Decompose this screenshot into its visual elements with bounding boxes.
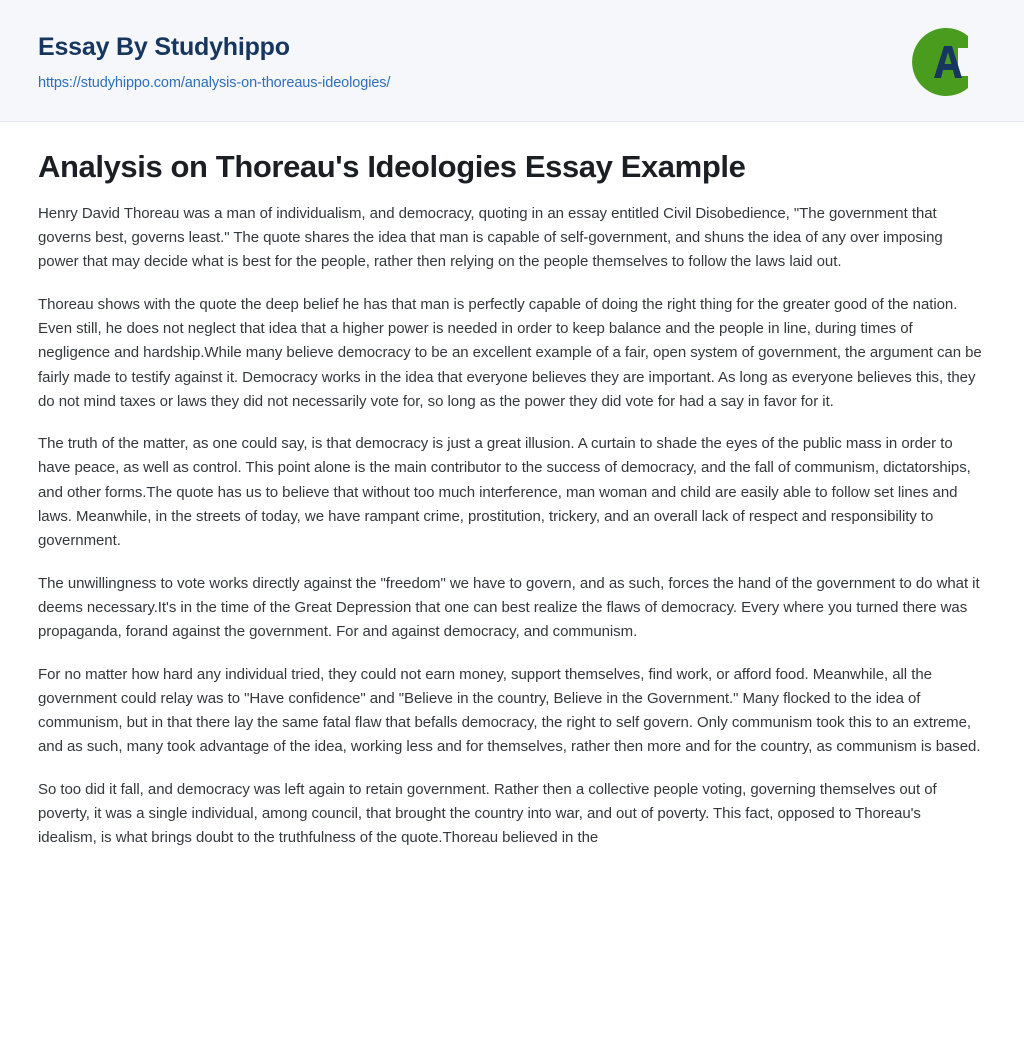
site-brand: Essay By Studyhippo: [38, 33, 290, 61]
article-paragraph: Thoreau shows with the quote the deep belief he has that man is perfectly capable of doing the right thing for the greater good of the nation. Even still, he does not neglect that idea that a higher power is needed in order to keep balance and the people in line, during times of negligence and hardship.While many believe democracy to be an excellent example of a fair, open system of government, the argument can be fairly made to testify against it. Democracy works in the idea that everyone believes they are important. As long as everyone believes this, they do not mind taxes or laws they did not necessarily vote for, so long as the power they did vote for had a say in favor for it.: [38, 295, 982, 410]
article-paragraph: The unwillingness to vote works directly against the "freedom" we have to govern, and as such, forces the hand of the government to do what it deems necessary.It's in the time of the Great Depression that one can best realize the flaws of democracy. Every where you turned there was propaganda, forand against the government. For and against democracy, and communism.: [38, 574, 980, 641]
article-paragraph: The truth of the matter, as one could say, is that democracy is just a great illusion. A curtain to shade the eyes of the public mass in order to have peace, as well as control. This point alone is the main contributor to the success of democracy, and the fall of communism, dictatorships, and other forms.The quote has us to believe that without too much interference, man woman and child are easily able to follow set lines and laws. Meanwhile, in the streets of today, we have rampant crime, prostitution, trickery, and an overall lack of respect and responsibility to government.: [38, 435, 971, 550]
article-body: [0, 122, 1024, 851]
page-title: Analysis on Thoreau's Ideologies Essay Example: [38, 149, 746, 184]
article-paragraph: So too did it fall, and democracy was left again to retain government. Rather then a collective people voting, governing themselves out of poverty, it was a single individual, among council, that brought the country into war, and out of poverty. This fact, opposed to Thoreau's idealism, is what brings doubt to the truthfulness of the quote.Thoreau believed in the: [38, 780, 937, 847]
source-url-link[interactable]: https://studyhippo.com/analysis-on-thoreaus-ideologies/: [38, 74, 391, 91]
article-paragraph: For no matter how hard any individual tried, they could not earn money, support themselves, find work, or afford food. Meanwhile, all the government could relay was to "Have confidence" and "Believe in the country, Believe in the Government." Many flocked to the idea of communism, but in that there lay the same fatal flaw that befalls democracy, the right to self govern. Only communism took this to an extreme, and as such, many took advantage of the idea, working less and for themselves, rather then more and for the country, as communism is based.: [38, 665, 981, 756]
article-paragraph: Henry David Thoreau was a man of individualism, and democracy, quoting in an essay entitled Civil Disobedience, "The government that governs best, governs least." The quote shares the idea that man is capable of self-government, and shuns the idea of any over imposing power that may decide what is best for the people, rather then relying on the people themselves to follow the laws laid out.: [38, 204, 943, 271]
site-header: [0, 0, 1024, 122]
studyhippo-a-logo-icon: [902, 20, 986, 104]
